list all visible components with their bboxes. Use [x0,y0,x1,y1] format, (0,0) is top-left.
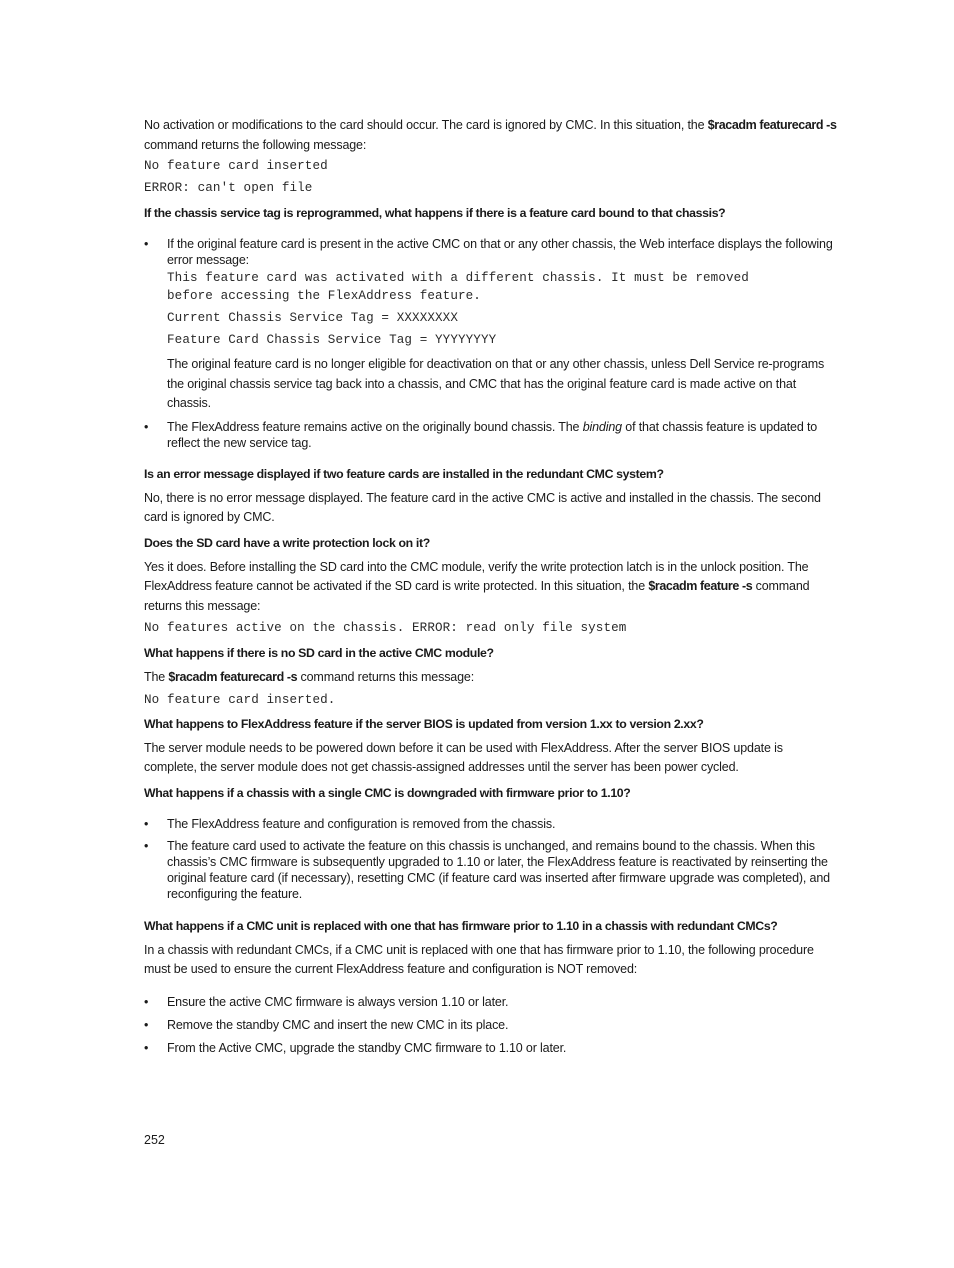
code-line: Feature Card Chassis Service Tag = YYYYYYYY [167,333,497,347]
bullet-icon: • [144,816,149,831]
list-item [144,1040,838,1056]
bullet-list [144,816,838,902]
intro-text-end: command returns the following message: [144,137,367,152]
list-item-text-end: of that chassis feature is updated to reflect the new service tag. [167,419,818,450]
faq-question: What happens if a chassis with a single CMC is downgraded with firmware prior to 1.10? [144,785,631,800]
bullet-icon: • [144,419,149,434]
answer-text-end: command returns this message: [144,579,810,613]
racadm-command: $racadm feature -s [648,579,753,593]
list-item [144,236,838,414]
bullet-icon: • [144,838,149,853]
list-item-text: If the original feature card is present in the active CMC on that or any other chassis, the Web interface displays the following error message: [167,237,833,267]
bullet-list [144,236,838,451]
bullet-list [144,994,838,1056]
racadm-command: $racadm featurecard -s [707,118,837,132]
faq-question: What happens if there is no SD card in the active CMC module? [144,646,494,660]
list-item [144,419,838,451]
code-line: Current Chassis Service Tag = XXXXXXXX [167,311,458,325]
code-line: No feature card inserted [144,159,328,173]
code-line: No feature card inserted. [144,692,336,707]
intro-text: No activation or modifications to the card should occur. The card is ignored by CMC. In this situation, the [144,118,708,132]
list-item [144,838,838,902]
faq-question: Is an error message displayed if two feature cards are installed in the redundant CMC system? [144,466,664,481]
list-item-text: Ensure the active CMC firmware is always version 1.10 or later. [167,994,509,1009]
list-item [144,1017,838,1033]
list-item-text: The FlexAddress feature remains active on the originally bound chassis. The [167,419,583,434]
list-item [144,816,838,832]
faq-answer [144,558,838,617]
list-item-text: Remove the standby CMC and insert the new CMC in its place. [167,1017,509,1032]
list-item [144,994,838,1010]
answer-text-end: command returns this message: [297,670,475,684]
list-item-note: The original feature card is no longer eligible for deactivation on that or any other chassis, unless Dell Service re-programs the original chassis service tag back into a chassis, and CMC that has the original feature card is made active on that chassis. [167,357,825,410]
answer-text: Yes it does. Before installing the SD card into the CMC module, verify the write protection latch is in the unlock position. The FlexAddress feature cannot be activated if the SD card is write protected. In this situation, the [144,559,809,593]
document-page [144,116,838,1056]
list-item-text: The FlexAddress feature and configuration is removed from the chassis. [167,816,556,831]
racadm-command: $racadm featurecard -s [168,670,298,684]
faq-answer: No, there is no error message displayed. The feature card in the active CMC is active and installed in the chassis. The second card is ignored by CMC. [144,490,821,524]
bullet-icon: • [144,994,149,1009]
faq-question: If the chassis service tag is reprogrammed, what happens if there is a feature card bound to that chassis? [144,206,726,220]
list-item-text: The feature card used to activate the feature on this chassis is unchanged, and remains bound to the chassis. When this chassis’s CMC firmware is subsequently upgraded to 1.10 or later, the FlexAddress feature is reactivated by reinserting the original feature card (if necessary), resetting CMC (if feature card was inserted after firmware upgrade was completed), and reconfiguring the feature. [167,838,830,901]
code-line: This feature card was activated with a different chassis. It must be removed [167,271,749,285]
code-line: before accessing the FlexAddress feature. [167,289,481,303]
code-line: ERROR: can't open file [144,181,313,195]
faq-question: Does the SD card have a write protection lock on it? [144,535,430,550]
faq-question: What happens to FlexAddress feature if the server BIOS is updated from version 1.xx to version 2.xx? [144,716,704,731]
intro-paragraph [144,116,838,155]
emphasis: binding [582,419,622,434]
bullet-icon: • [144,1040,149,1055]
bullet-icon: • [144,1017,149,1032]
faq-question: What happens if a CMC unit is replaced with one that has firmware prior to 1.10 in a chassis with redundant CMCs? [144,918,778,933]
answer-text: The [144,670,169,684]
list-item-text: From the Active CMC, upgrade the standby CMC firmware to 1.10 or later. [167,1040,567,1055]
faq-answer: In a chassis with redundant CMCs, if a CMC unit is replaced with one that has firmware prior to 1.10, the following procedure must be used to ensure the current FlexAddress feature and configuration is NOT removed: [144,942,814,976]
bullet-icon: • [144,237,149,251]
code-line: No features active on the chassis. ERROR: read only file system [144,621,627,635]
page-number: 252 [144,1133,165,1147]
faq-answer: The server module needs to be powered down before it can be used with FlexAddress. After the server BIOS update is complete, the server module does not get chassis-assigned addresses until the server has been power cycled. [144,740,783,774]
faq-answer [144,668,838,688]
